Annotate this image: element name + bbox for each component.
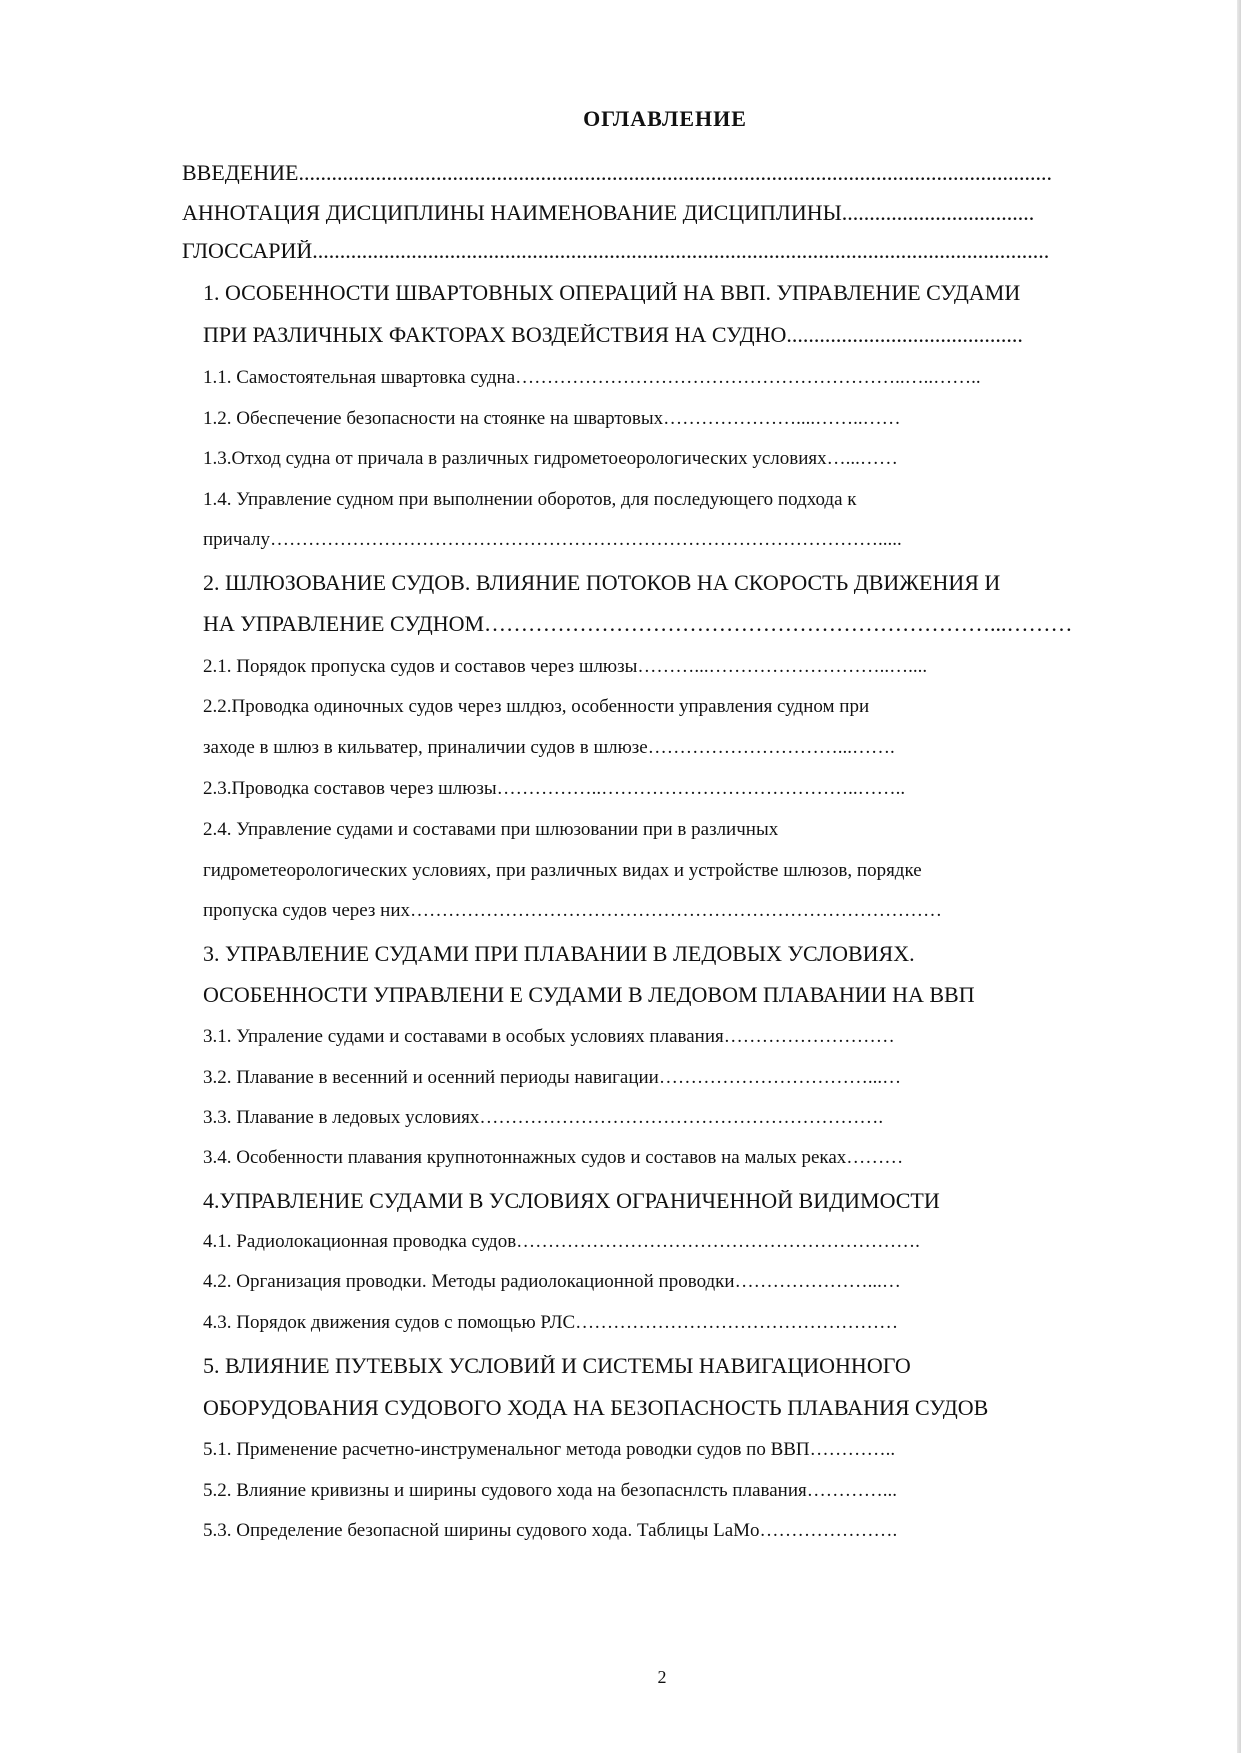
toc-entry-text: 4.УПРАВЛЕНИЕ СУДАМИ В УСЛОВИЯХ ОГРАНИЧЕННОЙ ВИДИМОСТИ [203,1190,940,1212]
toc-leader-dots: ……………………… [723,1027,895,1046]
toc-entry-text: 3.3. Плавание в ледовых условиях [203,1108,480,1127]
toc-entry [203,1272,1144,1291]
toc-entry [203,779,1144,798]
toc-leader-dots: …………... [806,1481,897,1500]
toc-entry [203,572,1144,594]
toc-leader-dots: …………………………...……. [647,738,895,757]
toc-entry-text: НА УПРАВЛЕНИЕ СУДНОМ [203,613,485,635]
toc-entry [182,162,1148,184]
toc-entry-text: пропуска судов через них [203,901,411,920]
toc-leader-dots: ………………………………………………………………………… [410,901,943,920]
toc-entry [203,657,1144,676]
toc-leader-dots: …………………...… [734,1272,901,1291]
toc-leader-dots: ……………………………………………………………...……… [484,613,1073,635]
toc-entry-text: 5. ВЛИЯНИЕ ПУТЕВЫХ УСЛОВИЙ И СИСТЕМЫ НАВИГАЦИОННОГО [203,1355,911,1377]
toc-entry-text: 4.1. Радиолокационная проводка судов [203,1232,517,1251]
toc-entry-text: 4.2. Организация проводки. Методы радиолокационной проводки [203,1272,735,1291]
toc-entry-text: 1.1. Самостоятельная швартовка судна [203,368,516,387]
toc-entry [203,1108,1144,1127]
toc-entry-text: ОБОРУДОВАНИЯ СУДОВОГО ХОДА НА БЕЗОПАСНОСТЬ ПЛАВАНИЯ СУДОВ [203,1397,989,1419]
toc-entry [203,324,1144,346]
toc-leader-dots: ……… [846,1148,904,1167]
toc-entry-text: 3. УПРАВЛЕНИЕ СУДАМИ ПРИ ПЛАВАНИИ В ЛЕДОВЫХ УСЛОВИЯХ. [203,943,915,965]
toc-entry-text: 5.2. Влияние кривизны и ширины судового хода на безопаснлсть плавания [203,1481,807,1500]
toc-entry [203,530,1144,549]
toc-leader-dots: ……………………………...… [658,1068,902,1087]
toc-entry [203,1313,1144,1332]
toc-entry-text: ОСОБЕННОСТИ УПРАВЛЕНИ Е СУДАМИ В ЛЕДОВОМ ПЛАВАНИИ НА ВВП [203,984,975,1006]
toc-entry [203,1440,1144,1459]
toc-entry-text: 1.4. Управление судном при выполнении оборотов, для последующего подхода к [203,490,857,509]
toc-leader-dots: ……………………………………………………..…..…….. [515,368,981,387]
toc-entry-text: 5.1. Применение расчетно-инструменальног метода роводки судов по ВВП [203,1440,810,1459]
toc-leader-dots: …...…… [826,449,898,468]
page-title: ОГЛАВЛЕНИЕ [583,106,747,131]
toc-entry-text: ГЛОССАРИЙ [182,240,313,262]
toc-entry-text: 2.3.Проводка составов через шлюзы [203,779,497,798]
toc-entry-text: 1. ОСОБЕННОСТИ ШВАРТОВНЫХ ОПЕРАЦИЙ НА ВВП. УПРАВЛЕНИЕ СУДАМИ [203,282,1021,304]
toc-leader-dots: ………….. [809,1440,896,1459]
toc-leader-dots: …………………....……..…… [663,409,901,428]
toc-leader-dots: ………………………………………………………. [516,1232,920,1251]
toc-entry [203,861,1144,880]
toc-entry [203,1481,1144,1500]
toc-entry-text: причалу [203,530,270,549]
toc-leader-dots: …………………. [759,1521,898,1540]
toc-entry-text: 1.2. Обеспечение безопасности на стоянке на швартовых [203,409,664,428]
toc-entry [182,240,1148,262]
toc-entry-text: 2.1. Порядок пропуска судов и составов через шлюзы [203,657,638,676]
toc-entry-text: 4.3. Порядок движения судов с помощью РЛС [203,1313,576,1332]
toc-entry-text: 1.3.Отход судна от причала в различных гидрометоеорологических условиях [203,449,827,468]
toc-entry [203,820,1144,839]
toc-leader-dots: ………………………………………………………. [479,1108,884,1127]
toc-entry [203,282,1144,304]
toc-entry-text: гидрометеорологических условиях, при различных видах и устройстве шлюзов, порядке [203,861,922,880]
toc-entry [203,1355,1144,1377]
toc-entry [203,901,1144,920]
toc-leader-dots: ……………………………………………………………………………………..... [269,530,902,549]
toc-leader-dots: …………………………………………… [575,1313,899,1332]
toc-entry [203,1027,1144,1046]
toc-entry [203,1148,1144,1167]
toc-entry [203,697,1144,716]
toc-entry [182,202,1148,224]
toc-entry-text: 2.2.Проводка одиночных судов через шлдюз, особенности управления судном при [203,697,870,716]
toc-entry-text: 3.2. Плавание в весенний и осенний периоды навигации [203,1068,659,1087]
toc-entry [203,1068,1144,1087]
toc-entry-text: ВВЕДЕНИЕ [182,162,299,184]
toc-leader-dots: ......................................................................................................................................... [298,162,1052,184]
toc-entry [203,1190,1144,1212]
toc-entry [203,738,1144,757]
toc-leader-dots: ................................... [841,202,1035,224]
toc-entry [203,409,1144,428]
toc-entry [203,943,1144,965]
toc-entry-text: 5.3. Определение безопасной ширины судового хода. Таблицы LaMo [203,1521,760,1540]
toc-entry-text: 3.1. Упраление судами и составами в особых условиях плавания [203,1027,724,1046]
toc-entry [203,1521,1144,1540]
toc-entry-text: 2. ШЛЮЗОВАНИЕ СУДОВ. ВЛИЯНИЕ ПОТОКОВ НА СКОРОСТЬ ДВИЖЕНИЯ И [203,572,1001,594]
toc-entry [203,1397,1144,1419]
toc-entry [203,1232,1144,1251]
toc-leader-dots: ………...………………………..….... [637,657,928,676]
toc-leader-dots: ........................................... [786,324,1023,346]
toc-leader-dots: ...................................................................................................................................... [312,240,1050,262]
toc-entry-text: заходе в шлюз в кильватер, приналичии судов в шлюзе [203,738,648,757]
toc-entry [203,613,1144,635]
toc-entry [203,368,1144,387]
toc-entry-text: 2.4. Управление судами и составами при шлюзовании при в различных [203,820,779,839]
page-number: 2 [657,1667,667,1687]
toc-entry-text: ПРИ РАЗЛИЧНЫХ ФАКТОРАХ ВОЗДЕЙСТВИЯ НА СУДНО [203,324,787,346]
toc-entry [203,984,1144,1006]
toc-entry [203,449,1144,468]
toc-entry-text: АННОТАЦИЯ ДИСЦИПЛИНЫ НАИМЕНОВАНИЕ ДИСЦИПЛИНЫ [182,202,842,224]
toc-leader-dots: ……………..…………………………………..…….. [496,779,906,798]
toc-entry-text: 3.4. Особенности плавания крупнотоннажных судов и составов на малых реках [203,1148,847,1167]
toc-entry [203,490,1144,509]
